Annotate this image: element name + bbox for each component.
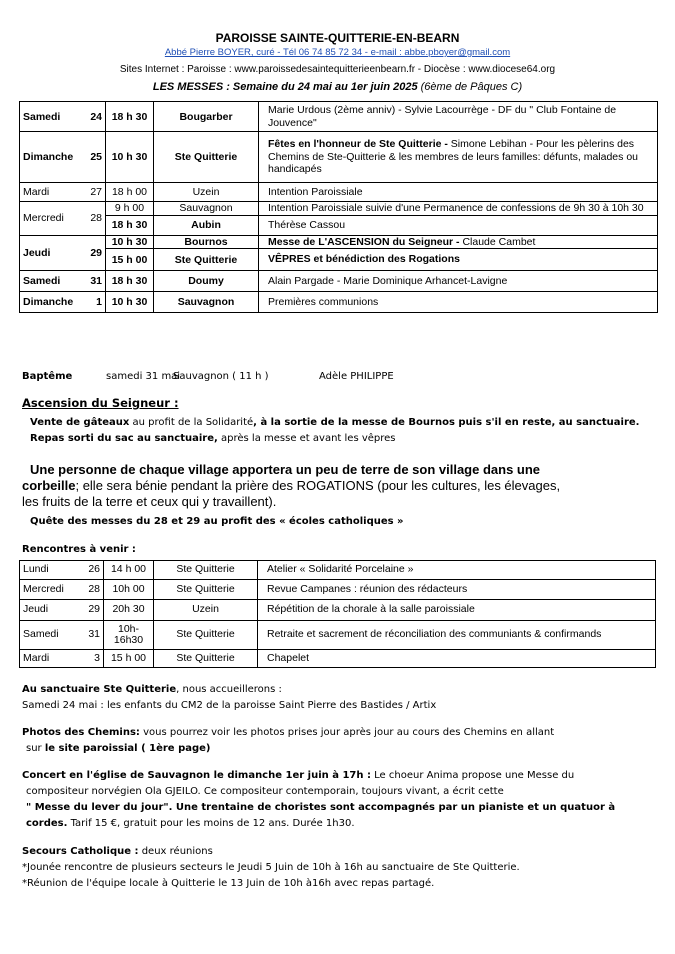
rencontre-place: Uzein <box>154 600 258 621</box>
rencontres-heading: Rencontres à venir : <box>22 544 136 555</box>
rencontre-description: Chapelet <box>258 650 656 668</box>
mass-intention: Messe de L'ASCENSION du Seigneur - Claude Cambet <box>259 235 658 249</box>
rencontre-date-number: 26 <box>82 561 104 580</box>
rencontre-time: 10h-16h30 <box>104 621 154 650</box>
rencontre-time: 20h 30 <box>104 600 154 621</box>
rencontre-date-number: 28 <box>82 580 104 600</box>
rencontre-row <box>20 600 656 621</box>
mass-place: Ste Quitterie <box>154 249 259 271</box>
mass-time: 15 h 00 <box>106 249 154 271</box>
mass-row <box>20 202 658 216</box>
mass-row <box>20 215 658 235</box>
mass-place: Uzein <box>154 183 259 202</box>
secours-line-2: *Jounée rencontre de plusieurs secteurs le Jeudi 5 Juin de 10h à 16h au sanctuaire de Ste Quitterie. <box>22 862 520 873</box>
mass-time: 10 h 30 <box>106 132 154 183</box>
mass-intention: Fêtes en l'honneur de Ste Quitterie - Simone Lebihan - Pour les pèlerins des Chemins de Ste-Quitterie & les membres de leurs familles: défunts, malades ou handicapés <box>259 132 658 183</box>
mass-time: 10 h 30 <box>106 235 154 249</box>
mass-place: Aubin <box>154 215 259 235</box>
sanctuaire-line-2: Samedi 24 mai : les enfants du CM2 de la paroisse Saint Pierre des Bastides / Artix <box>22 700 437 711</box>
ascension-heading: Ascension du Seigneur : <box>22 396 179 410</box>
rencontres-table <box>19 560 656 668</box>
rencontre-time: 14 h 00 <box>104 561 154 580</box>
rencontre-date-number: 29 <box>82 600 104 621</box>
mass-time: 18 h 30 <box>106 102 154 132</box>
mass-place: Sauvagnon <box>154 202 259 216</box>
mass-time: 9 h 00 <box>106 202 154 216</box>
mass-day: Mercredi <box>20 202 79 236</box>
mass-place: Doumy <box>154 271 259 292</box>
rencontre-description: Retraite et sacrement de réconciliation des communiants & confirmands <box>258 621 656 650</box>
terre-line-1: Une personne de chaque village apportera un peu de terre de son village dans une <box>30 462 541 477</box>
mass-place: Bournos <box>154 235 259 249</box>
mass-row <box>20 271 658 292</box>
mass-day: Jeudi <box>20 235 79 271</box>
rencontre-row <box>20 621 656 650</box>
mass-row <box>20 102 658 132</box>
mass-intention: Intention Paroissiale suivie d'une Permanence de confessions de 9h 30 à 10h 30 <box>259 202 658 216</box>
mass-date-number: 29 <box>79 235 106 271</box>
mass-day: Dimanche <box>20 292 79 313</box>
rencontre-place: Ste Quitterie <box>154 561 258 580</box>
mass-row <box>20 292 658 313</box>
concert-line-2: compositeur norvégien Ola GJEILO. Ce compositeur contemporain, toujours vivant, a écrit cette <box>26 786 504 797</box>
mass-date-number: 28 <box>79 202 106 236</box>
mass-time: 18 h 30 <box>106 271 154 292</box>
rencontre-day: Lundi <box>20 561 82 580</box>
rencontre-time: 15 h 00 <box>104 650 154 668</box>
rencontre-row <box>20 561 656 580</box>
rencontre-row <box>20 650 656 668</box>
rencontre-date-number: 31 <box>82 621 104 650</box>
mass-place: Bougarber <box>154 102 259 132</box>
sanctuaire-line-1: Au sanctuaire Ste Quitterie, nous accueillerons : <box>22 684 282 695</box>
secours-line-3: *Réunion de l'équipe locale à Quitterie le 13 Juin de 10h à16h avec repas partagé. <box>22 878 435 889</box>
rencontre-description: Répétition de la chorale à la salle paroissiale <box>258 600 656 621</box>
mass-intention: Alain Pargade - Marie Dominique Arhancet-Lavigne <box>259 271 658 292</box>
websites-line: Sites Internet : Paroisse : www.paroissedesaintequitterieenbearn.fr - Diocèse : www.diocese64.org <box>119 64 556 75</box>
photos-line-1: Photos des Chemins: vous pourrez voir les photos prises jour après jour au cours des Chemins en allant <box>22 727 555 738</box>
contact-line[interactable]: Abbé Pierre BOYER, curé - Tél 06 74 85 72 34 - e-mail : abbe.pboyer@gmail.com <box>164 47 511 58</box>
rencontre-date-number: 3 <box>82 650 104 668</box>
mass-intention: Premières communions <box>259 292 658 313</box>
concert-line-1: Concert en l'église de Sauvagnon le dimanche 1er juin à 17h : Le choeur Anima propose une Messe du <box>22 770 575 781</box>
mass-intention: VÊPRES et bénédiction des Rogations <box>259 249 658 271</box>
mass-day: Dimanche <box>20 132 79 183</box>
mass-day: Mardi <box>20 183 79 202</box>
bapteme-line: Baptême samedi 31 mai Sauvagnon ( 11 h ) Adèle PHILIPPE <box>22 371 394 382</box>
rencontre-place: Ste Quitterie <box>154 621 258 650</box>
ascension-line-1: Vente de gâteaux au profit de la Solidarité, à la sortie de la messe de Bournos puis s'il en reste, au sanctuaire. <box>30 417 640 428</box>
masses-table <box>19 101 658 313</box>
mass-date-number: 31 <box>79 271 106 292</box>
masses-heading: LES MESSES : Semaine du 24 mai au 1er juin 2025 (6ème de Pâques C) <box>152 81 523 93</box>
rencontre-day: Mardi <box>20 650 82 668</box>
mass-intention: Intention Paroissiale <box>259 183 658 202</box>
photos-line-2: sur le site paroissial ( 1ère page) <box>26 743 211 754</box>
rencontre-row <box>20 580 656 600</box>
mass-date-number: 24 <box>79 102 106 132</box>
mass-time: 18 h 30 <box>106 215 154 235</box>
mass-place: Ste Quitterie <box>154 132 259 183</box>
mass-time: 18 h 00 <box>106 183 154 202</box>
mass-date-number: 25 <box>79 132 106 183</box>
rencontre-day: Jeudi <box>20 600 82 621</box>
rencontre-place: Ste Quitterie <box>154 650 258 668</box>
masses-body <box>20 102 658 313</box>
mass-time: 10 h 30 <box>106 292 154 313</box>
rencontre-place: Ste Quitterie <box>154 580 258 600</box>
mass-place: Sauvagnon <box>154 292 259 313</box>
quete-line: Quête des messes du 28 et 29 au profit des « écoles catholiques » <box>30 516 404 527</box>
rencontre-day: Samedi <box>20 621 82 650</box>
mass-row <box>20 183 658 202</box>
mass-intention: Thérèse Cassou <box>259 215 658 235</box>
concert-line-4: cordes. Tarif 15 €, gratuit pour les moins de 12 ans. Durée 1h30. <box>26 818 355 829</box>
parish-title: PAROISSE SAINTE-QUITTERIE-EN-BEARN <box>215 31 460 45</box>
mass-row <box>20 132 658 183</box>
mass-date-number: 1 <box>79 292 106 313</box>
terre-line-3: les fruits de la terre et ceux qui y travaillent). <box>22 494 277 509</box>
mass-day: Samedi <box>20 102 79 132</box>
mass-day: Samedi <box>20 271 79 292</box>
rencontre-description: Atelier « Solidarité Porcelaine » <box>258 561 656 580</box>
terre-line-2: corbeille; elle sera bénie pendant la prière des ROGATIONS (pour les cultures, les élevages, <box>22 478 561 493</box>
rencontres-body <box>20 561 656 668</box>
concert-line-3: " Messe du lever du jour". Une trentaine de choristes sont accompagnés par un pianiste et un quatuor à <box>26 802 616 813</box>
ascension-line-2: Repas sorti du sac au sanctuaire, après la messe et avant les vêpres <box>30 433 396 444</box>
mass-intention: Marie Urdous (2ème anniv) - Sylvie Lacourrège - DF du " Club Fontaine de Jouvence" <box>259 102 658 132</box>
rencontre-description: Revue Campanes : réunion des rédacteurs <box>258 580 656 600</box>
mass-row <box>20 249 658 271</box>
rencontre-day: Mercredi <box>20 580 82 600</box>
rencontre-time: 10h 00 <box>104 580 154 600</box>
mass-row <box>20 235 658 249</box>
secours-line-1: Secours Catholique : deux réunions <box>22 846 213 857</box>
mass-date-number: 27 <box>79 183 106 202</box>
